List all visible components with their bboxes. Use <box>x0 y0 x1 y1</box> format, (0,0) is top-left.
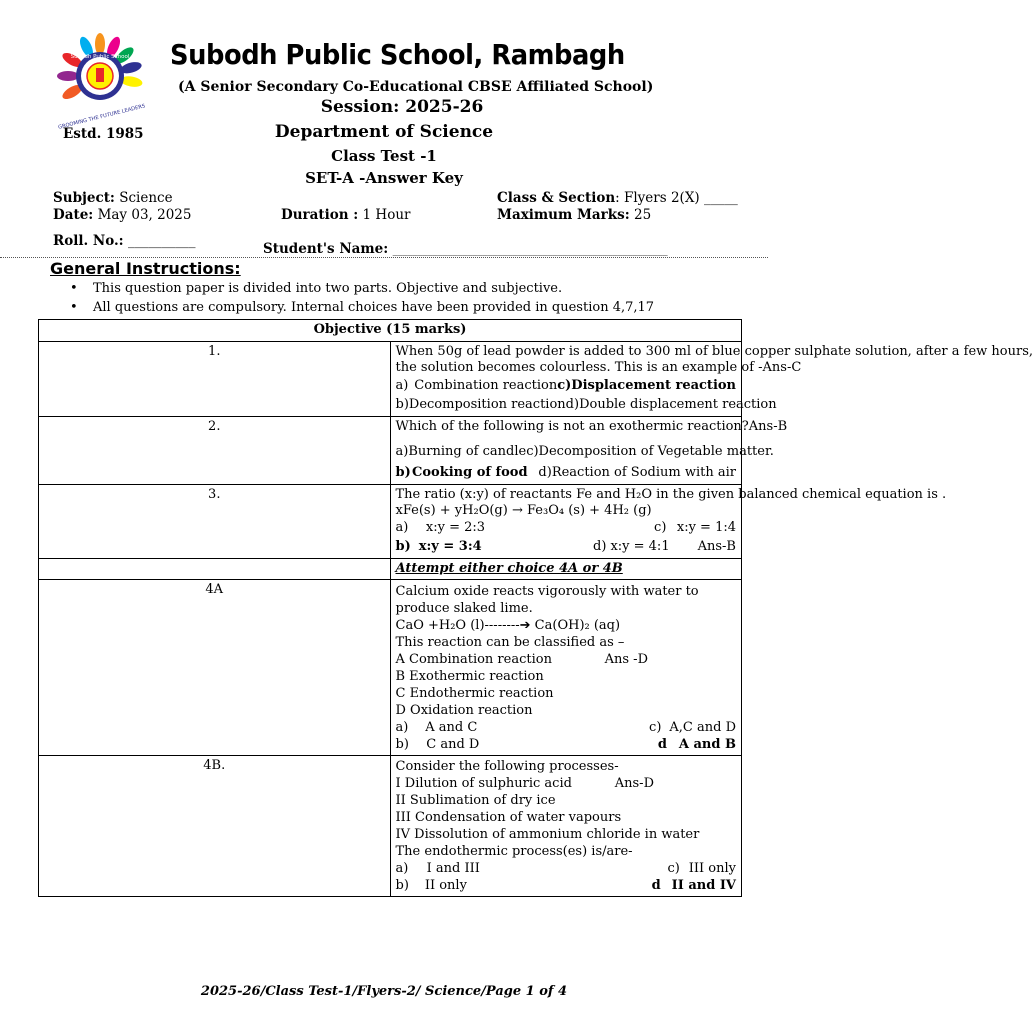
test-name: Class Test -1 <box>331 147 437 165</box>
roll-blank: __________ <box>127 233 196 249</box>
statement: D Oxidation reaction <box>395 703 533 718</box>
question-text: Consider the following processes- <box>395 759 619 774</box>
option-letter: a) <box>395 720 409 735</box>
chemical-equation: CaO +H₂O (l)--------➔ Ca(OH)₂ (aq) <box>395 618 621 633</box>
duration-field <box>281 207 410 223</box>
question-text: Calcium oxide reacts vigorously with water to produce slaked lime. <box>395 584 699 616</box>
max-marks-value: 25 <box>634 207 652 223</box>
answer-key: Ans-B <box>697 539 736 554</box>
class-label: Class & Section <box>497 190 616 206</box>
option-text: Burning of candle <box>408 444 527 459</box>
answer-key: Ans-B <box>748 418 788 434</box>
statement: I Dilution of sulphuric acid <box>395 776 572 791</box>
options-row <box>396 736 737 753</box>
option-letter: b) <box>395 464 411 480</box>
question-text-line <box>395 360 802 377</box>
option-text: x:y = 1:4 <box>676 519 736 535</box>
date-field <box>53 207 191 223</box>
options-row <box>396 877 737 894</box>
option-text: Reaction of Sodium with air <box>551 464 736 480</box>
statement: B Exothermic reaction <box>395 669 544 684</box>
option-letter: a) <box>395 861 409 876</box>
max-marks-label: Maximum Marks: <box>497 207 630 223</box>
options-row <box>396 377 737 395</box>
date-label: Date: <box>53 207 94 223</box>
choice-row <box>39 558 742 580</box>
question-body <box>390 416 788 484</box>
question-text-line <box>396 651 737 668</box>
question-row <box>39 580 742 756</box>
chemical-equation: xFe(s) + yH₂O(g) → Fe₃O₄ (s) + 4H₂ (g) <box>395 503 652 518</box>
question-row <box>39 756 742 897</box>
option-text: Decomposition reaction <box>408 397 566 412</box>
option-letter: d) <box>593 539 607 554</box>
option-letter: d) <box>565 397 580 412</box>
question-body <box>390 341 1033 416</box>
option-letter: c) <box>526 444 539 459</box>
answer-key: Ans-C <box>762 360 802 375</box>
question-row <box>39 341 742 416</box>
option-letter: b) <box>395 397 409 412</box>
option-letter: a) <box>395 519 409 535</box>
section-row <box>39 320 742 342</box>
set-name: SET-A -Answer Key <box>305 169 463 187</box>
statement: II Sublimation of dry ice <box>395 793 556 808</box>
option-letter: c) <box>654 519 667 535</box>
option-letter: b) <box>395 737 409 752</box>
option-text-correct: A and B <box>678 737 736 752</box>
option-letter: c) <box>557 377 572 393</box>
option-text: C and D <box>426 737 480 752</box>
page-footer: 2025-26/Class Test-1/Flyers-2/ Science/Page 1 of 4 <box>200 984 568 999</box>
duration-value: 1 Hour <box>362 207 411 223</box>
statement: C Endothermic reaction <box>395 686 554 701</box>
question-body <box>390 580 742 756</box>
option-text: Combination reaction <box>414 377 558 393</box>
options-row <box>395 435 774 461</box>
answer-key: Ans -D <box>604 652 648 667</box>
statement: A Combination reaction <box>395 652 552 667</box>
option-letter: a) <box>395 444 409 459</box>
section-heading: Objective (15 marks) <box>39 320 742 342</box>
question-text: The endothermic process(es) is/are- <box>395 844 633 859</box>
options-row <box>396 520 737 537</box>
option-text: II only <box>424 878 467 893</box>
question-body <box>390 484 947 558</box>
option-letter: c) <box>667 861 680 876</box>
answer-key: Ans-D <box>614 776 654 791</box>
question-text: The ratio (x:y) of reactants Fe and H₂O in the given balanced chemical equation is . <box>395 486 947 502</box>
options-row <box>396 461 737 482</box>
option-text: I and III <box>426 861 480 876</box>
questions-table <box>38 319 1033 897</box>
department: Department of Science <box>274 122 494 142</box>
options-row <box>395 394 777 414</box>
session: Session: 2025-26 <box>320 97 484 117</box>
option-text-correct: Cooking of food <box>412 464 528 480</box>
option-letter: b) <box>395 539 411 554</box>
school-name: Subodh Public School, Rambagh <box>170 38 625 71</box>
question-number: 4B. <box>39 756 391 897</box>
student-name-field <box>263 241 668 257</box>
options-row <box>396 719 737 736</box>
question-number: 1. <box>39 341 391 416</box>
instruction-item: • All questions are compulsory. Internal choices have been provided in question 4,7,17 <box>68 298 654 317</box>
question-number: 4A <box>39 580 391 756</box>
student-name-label: Student's Name: <box>263 241 389 257</box>
svg-text:Subodh Public School: Subodh Public School <box>70 54 130 60</box>
instructions-list <box>68 279 654 317</box>
option-text: A,C and D <box>669 720 736 735</box>
max-marks-field <box>497 207 651 223</box>
subject-value: Science <box>119 190 173 206</box>
question-row <box>39 484 742 558</box>
statement: III Condensation of water vapours <box>395 810 622 825</box>
option-text-correct: II and IV <box>671 878 737 893</box>
choice-note: Attempt either choice 4A or 4B <box>390 558 742 580</box>
options-row <box>396 860 737 877</box>
option-letter: a) <box>395 377 409 393</box>
school-affiliation: (A Senior Secondary Co-Educational CBSE Affiliated School) <box>178 79 654 95</box>
question-number: 2. <box>39 416 391 484</box>
question-body <box>390 756 742 897</box>
roll-field <box>53 233 195 249</box>
instruction-item: • This question paper is divided into two parts. Objective and subjective. <box>68 279 654 298</box>
instructions-heading: General Instructions: <box>50 259 241 278</box>
option-letter: d <box>651 878 661 893</box>
option-text-correct: Displacement reaction <box>571 377 736 393</box>
option-text-correct: x:y = 3:4 <box>418 539 482 554</box>
option-text: Decomposition of Vegetable matter. <box>538 444 774 459</box>
subject-field <box>53 190 173 206</box>
question-text-line <box>396 775 737 792</box>
class-field <box>497 190 738 206</box>
option-text: Double displacement reaction <box>579 397 777 412</box>
student-name-blank: _______________________________________________________ <box>392 245 668 256</box>
question-row <box>39 416 742 484</box>
question-text: the solution becomes colourless. This is an example of - <box>395 360 763 375</box>
options-row <box>396 536 737 556</box>
question-text: Which of the following is not an exothermic reaction? <box>395 418 749 434</box>
question-text-line <box>395 418 788 436</box>
option-text: x:y = 4:1 <box>610 539 670 554</box>
option-text: x:y = 2:3 <box>425 519 486 535</box>
estd-label: Estd. 1985 <box>63 126 144 142</box>
class-value: : Flyers 2(X) _____ <box>615 190 738 206</box>
question-text: This reaction can be classified as – <box>395 635 625 650</box>
roll-label: Roll. No.: <box>53 233 124 249</box>
svg-text:GROOMING THE FUTURE LEADERS: GROOMING THE FUTURE LEADERS <box>57 103 146 131</box>
question-number: 3. <box>39 484 391 558</box>
date-value: May 03, 2025 <box>97 207 192 223</box>
option-text: A and C <box>425 720 478 735</box>
statement: IV Dissolution of ammonium chloride in water <box>395 827 700 842</box>
subject-label: Subject: <box>53 190 115 206</box>
option-text: III only <box>688 861 736 876</box>
option-letter: d <box>657 737 667 752</box>
header-divider <box>0 257 768 258</box>
option-letter: d) <box>538 464 552 480</box>
option-letter: c) <box>649 720 662 735</box>
option-letter: b) <box>395 878 409 893</box>
question-number <box>39 558 391 580</box>
duration-label: Duration : <box>281 207 359 223</box>
question-text: When 50g of lead powder is added to 300 ml of blue copper sulphate solution, after a few hours, <box>395 343 1033 359</box>
